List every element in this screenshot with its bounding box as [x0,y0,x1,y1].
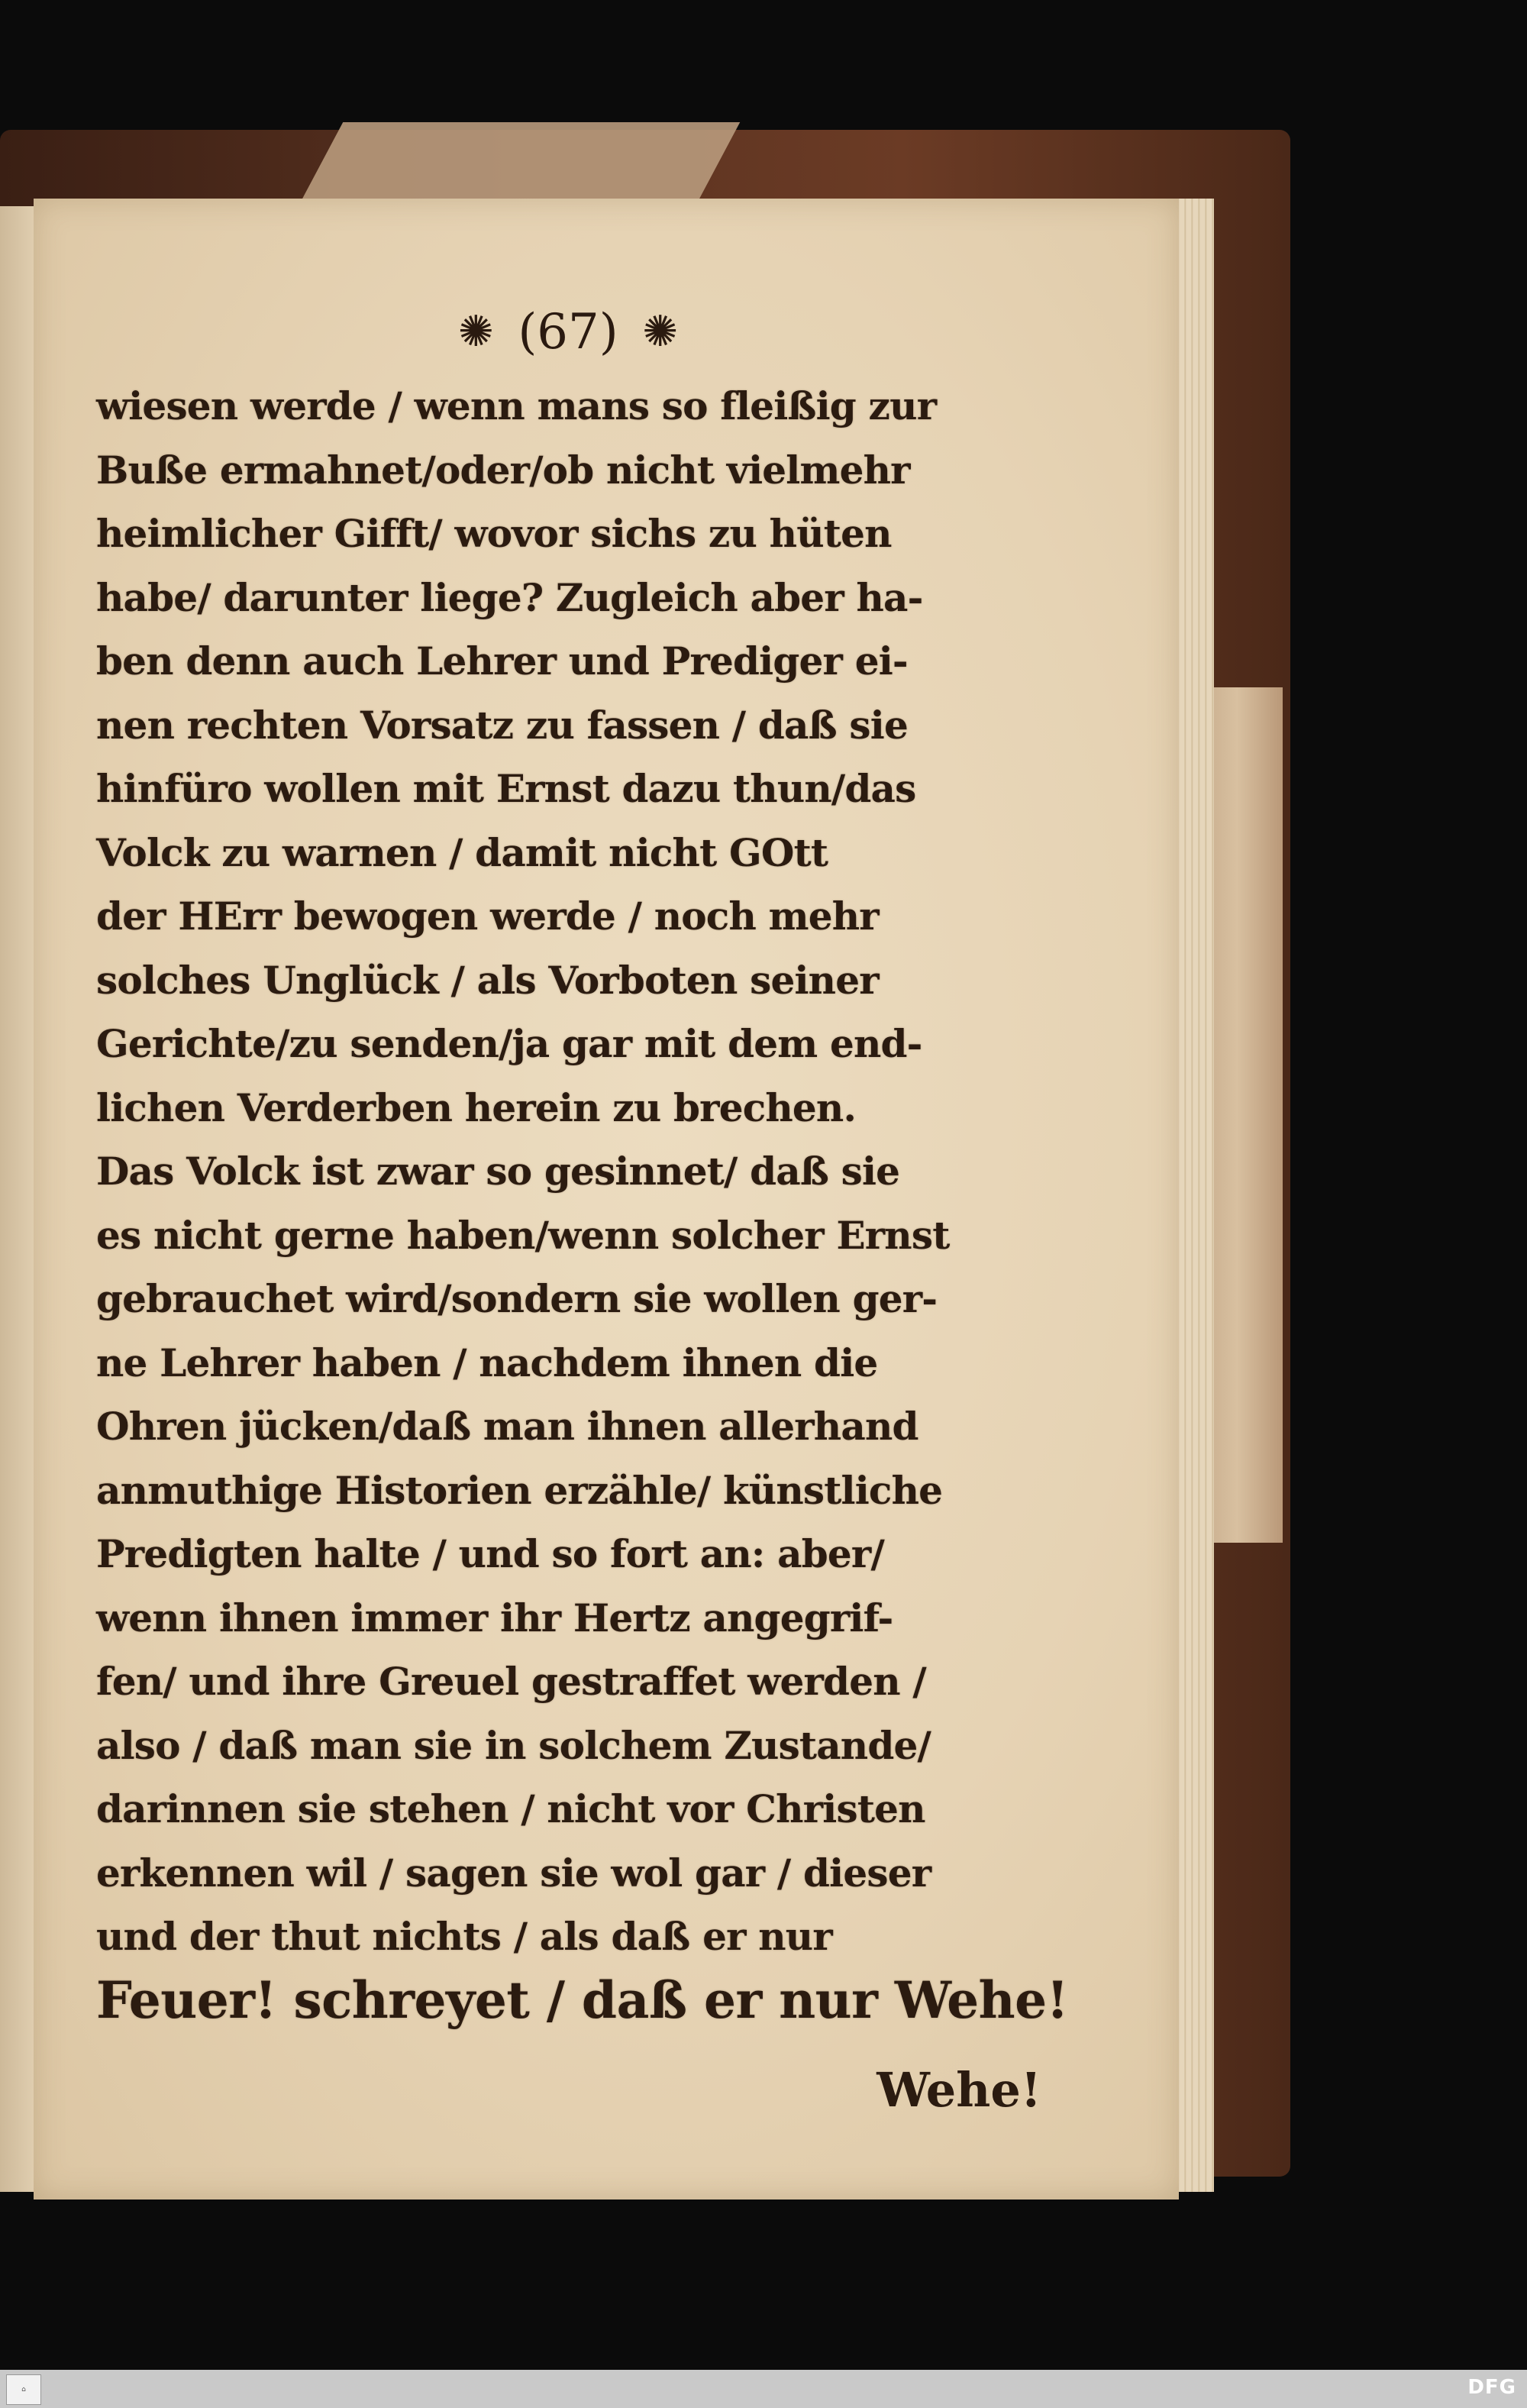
text-line: ben denn auch Lehrer und Prediger ei- [96,638,908,684]
library-logo-icon: ⌂ [6,2374,41,2405]
text-line: erkennen wil / sagen sie wol gar / dieser [96,1850,931,1896]
text-line: Das Volck ist zwar so gesinnet/ daß sie [96,1149,900,1194]
rosette-ornament-left-icon: ✺ [457,307,494,357]
text-line-emphasis: Feuer! schreyet / daß er nur Wehe! [96,1970,1069,2030]
text-line: anmuthige Historien erzähle/ künstliche [96,1467,943,1513]
viewer-footer-bar [0,2370,1527,2408]
dfg-logo: DFG [1467,2376,1516,2399]
text-line: lichen Verderben herein zu brechen. [96,1084,857,1130]
text-line: habe/ darunter liege? Zugleich aber ha- [96,574,923,620]
text-line: heimlicher Gifft/ wovor sichs zu hüten [96,511,892,556]
text-line: Buße ermahnet/oder/ob nicht vielmehr [96,447,910,493]
left-page-edge [0,206,37,2192]
text-line: und der thut nichts / als daß er nur [96,1914,832,1959]
text-line: Gerichte/zu senden/ja gar mit dem end- [96,1021,922,1066]
text-line: Predigten halte / und so fort an: aber/ [96,1531,884,1576]
text-line: Ohren jücken/daß man ihnen allerhand [96,1404,918,1449]
page-number: (67) [518,304,618,360]
text-line: fen/ und ihre Greuel gestraffet werden / [96,1659,926,1704]
text-line: ne Lehrer haben / nachdem ihnen die [96,1340,878,1385]
text-line: der HErr bewogen werde / noch mehr [96,894,879,939]
text-line: darinnen sie stehen / nicht vor Christen [96,1786,925,1831]
catchword: Wehe! [876,2062,1041,2118]
rosette-ornament-right-icon: ✺ [642,307,679,357]
text-line: wiesen werde / wenn mans so fleißig zur [96,383,937,428]
text-line: gebrauchet wird/sondern sie wollen ger- [96,1276,938,1321]
page-header [415,290,721,374]
text-line: also / daß man sie in solchem Zustande/ [96,1722,931,1768]
text-line: wenn ihnen immer ihr Hertz angegrif- [96,1595,893,1640]
text-line: hinfüro wollen mit Ernst dazu thun/das [96,766,916,811]
book-page [34,199,1179,2200]
text-line: nen rechten Vorsatz zu fassen / daß sie [96,702,908,748]
cover-paper-strip [299,122,740,206]
page-text [96,374,1069,2032]
text-line: solches Unglück / als Vorboten seiner [96,957,879,1003]
text-line: es nicht gerne haben/wenn solcher Ernst [96,1212,950,1258]
text-line: Volck zu warnen / damit nicht GOtt [96,829,828,875]
